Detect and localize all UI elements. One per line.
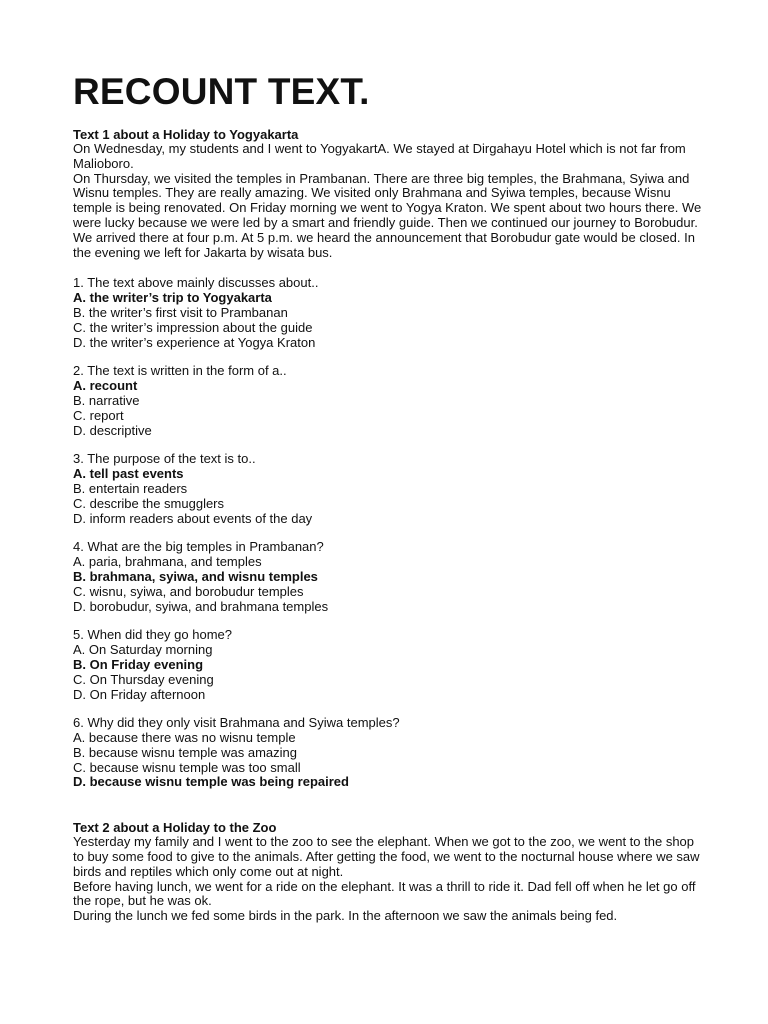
question-text: 2. The text is written in the form of a.. [73,363,287,379]
answer-option-correct: A. tell past events [73,466,184,482]
questions-list [73,276,708,790]
answer-option: C. because wisnu temple was too small [73,759,301,775]
question-text: 1. The text above mainly discusses about.. [73,275,319,291]
question-5 [73,628,708,702]
answer-option: C. report [73,407,124,423]
text2-paragraph: Before having lunch, we went for a ride on the elephant. It was a thrill to ride it. Dad fell off when he let go off the rope, but he was ok. [73,878,696,909]
answer-option-correct: B. brahmana, syiwa, and wisnu temples [73,568,318,584]
question-6 [73,716,708,790]
answer-option: C. describe the smugglers [73,495,225,511]
answer-option: C. wisnu, syiwa, and borobudur temples [73,583,304,599]
question-3 [73,452,708,526]
text2-paragraph: During the lunch we fed some birds in the park. In the afternoon we saw the animals being fed. [73,908,618,924]
text2-paragraph: Yesterday my family and I went to the zoo to see the elephant. When we got to the zoo, we went to the shop to buy some food to give to the animals. After getting the food, we went to the nocturnal house where we saw birds and reptiles which only come out at night. [73,834,700,879]
answer-option: D. borobudur, syiwa, and brahmana temples [73,598,329,614]
answer-option: A. because there was no wisnu temple [73,730,296,746]
answer-option: D. inform readers about events of the day [73,510,313,526]
answer-option: D. On Friday afternoon [73,686,206,702]
answer-option: A. paria, brahmana, and temples [73,554,262,570]
answer-option: B. narrative [73,392,140,408]
text2-section [73,820,708,924]
answer-option: D. descriptive [73,422,152,438]
text1-paragraph: On Thursday, we visited the temples in Prambanan. There are three big temples, the Brahmana, Syiwa and Wisnu temples. They are really amazing. We visited only Brahmana and Syiwa temples, because Wisnu temple is being renovated. On Friday morning we went to Yogya Kraton. We spent about two hours there. We were lucky because we were led by a smart and friendly guide. Then we continued our journey to Borobudur. We arrived there at four p.m. At 5 p.m. we heard the announcement that Borobudur gate would be closed. In the evening we left for Jakarta by wisata bus. [73,170,702,260]
answer-option: C. On Thursday evening [73,671,214,687]
answer-option: B. the writer’s first visit to Prambanan [73,304,288,320]
answer-option-correct: D. because wisnu temple was being repaired [73,774,349,790]
answer-option: A. On Saturday morning [73,642,213,658]
question-text: 5. When did they go home? [73,627,232,643]
question-text: 6. Why did they only visit Brahmana and Syiwa temples? [73,715,400,731]
text1-section [73,127,708,260]
question-text: 3. The purpose of the text is to.. [73,451,256,467]
question-1 [73,276,708,350]
answer-option: D. the writer’s experience at Yogya Kraton [73,334,316,350]
text1-heading: Text 1 about a Holiday to Yogyakarta [73,127,299,142]
answer-option-correct: A. recount [73,378,138,394]
answer-option-correct: A. the writer’s trip to Yogyakarta [73,290,272,306]
question-2 [73,364,708,438]
question-4 [73,540,708,614]
question-text: 4. What are the big temples in Prambanan? [73,539,324,555]
text1-paragraph: On Wednesday, my students and I went to YogyakartA. We stayed at Dirgahayu Hotel which is not far from Malioboro. [73,141,686,171]
answer-option: C. the writer’s impression about the guide [73,319,313,335]
text2-heading: Text 2 about a Holiday to the Zoo [73,820,277,836]
page-title: RECOUNT TEXT. [73,71,370,112]
answer-option: B. entertain readers [73,480,188,496]
answer-option: B. because wisnu temple was amazing [73,744,298,760]
answer-option-correct: B. On Friday evening [73,656,204,672]
